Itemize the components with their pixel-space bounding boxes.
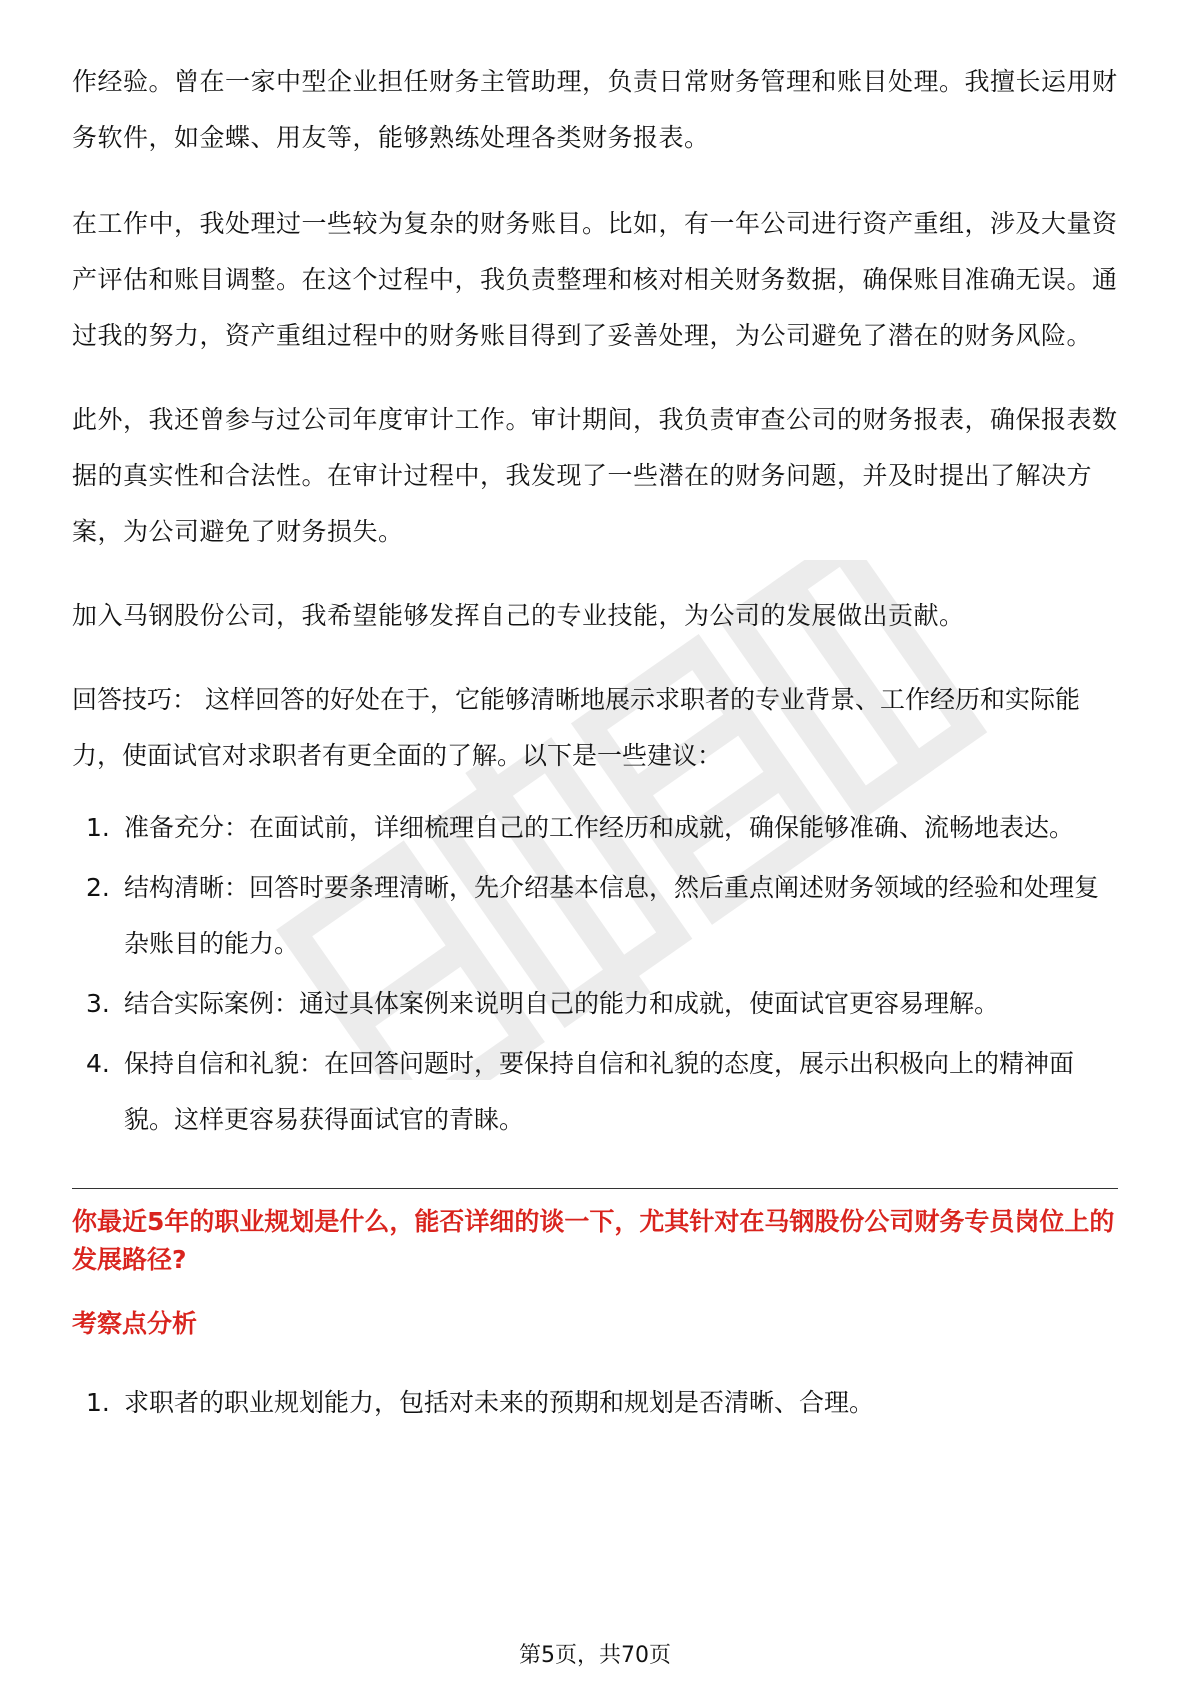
analysis-heading: 考察点分析 xyxy=(72,1309,198,1338)
list-item-text: 准备充分：在面试前，详细梳理自己的工作经历和成就，确保能够准确、流畅地表达。 xyxy=(124,813,1075,842)
list-item xyxy=(72,860,1118,972)
body-paragraph-2: 在工作中，我处理过一些较为复杂的财务账目。比如，有一年公司进行资产重组，涉及大量资产评估和账目调整。在这个过程中，我负责整理和核对相关财务数据，确保账目准确无误。通过我的努力，资产重组过程中的财务账目得到了妥善处理，为公司避免了潜在的财务风险。 xyxy=(72,209,1118,350)
tips-list xyxy=(72,800,1118,1148)
body-paragraph-4: 加入马钢股份公司，我希望能够发挥自己的专业技能，为公司的发展做出贡献。 xyxy=(72,601,965,630)
analysis-list xyxy=(72,1375,1118,1431)
document-page xyxy=(72,54,1118,1435)
body-paragraph-1: 作经验。曾在一家中型企业担任财务主管助理，负责日常财务管理和账目处理。我擅长运用财务软件，如金蝶、用友等，能够熟练处理各类财务报表。 xyxy=(72,67,1118,152)
list-item-text: 保持自信和礼貌：在回答问题时，要保持自信和礼貌的态度，展示出积极向上的精神面貌。这样更容易获得面试官的青睐。 xyxy=(124,1049,1075,1134)
list-item xyxy=(72,1375,1118,1431)
list-item-text: 结合实际案例：通过具体案例来说明自己的能力和成就，使面试官更容易理解。 xyxy=(124,989,1000,1018)
list-item xyxy=(72,976,1118,1032)
list-number: 2. xyxy=(86,873,110,902)
section-divider xyxy=(72,1188,1118,1189)
answer-tips: 回答技巧： 这样回答的好处在于，它能够清晰地展示求职者的专业背景、工作经历和实际能力，使面试官对求职者有更全面的了解。以下是一些建议： xyxy=(72,685,1080,770)
list-item-text: 求职者的职业规划能力，包括对未来的预期和规划是否清晰、合理。 xyxy=(124,1388,875,1417)
question-heading: 你最近5年的职业规划是什么，能否详细的谈一下，尤其针对在马钢股份公司财务专员岗位上的发展路径? xyxy=(72,1207,1115,1274)
list-number: 4. xyxy=(86,1049,110,1078)
list-number: 1. xyxy=(86,813,110,842)
list-item xyxy=(72,1036,1118,1148)
list-number: 1. xyxy=(86,1388,110,1417)
list-number: 3. xyxy=(86,989,110,1018)
body-paragraph-3: 此外，我还曾参与过公司年度审计工作。审计期间，我负责审查公司的财务报表，确保报表数据的真实性和合法性。在审计过程中，我发现了一些潜在的财务问题，并及时提出了解决方案，为公司避免了财务损失。 xyxy=(72,405,1118,546)
page-footer: 第5页，共70页 xyxy=(519,1643,671,1668)
list-item xyxy=(72,800,1118,856)
list-item-text: 结构清晰：回答时要条理清晰，先介绍基本信息，然后重点阐述财务领域的经验和处理复杂账目的能力。 xyxy=(124,873,1100,958)
